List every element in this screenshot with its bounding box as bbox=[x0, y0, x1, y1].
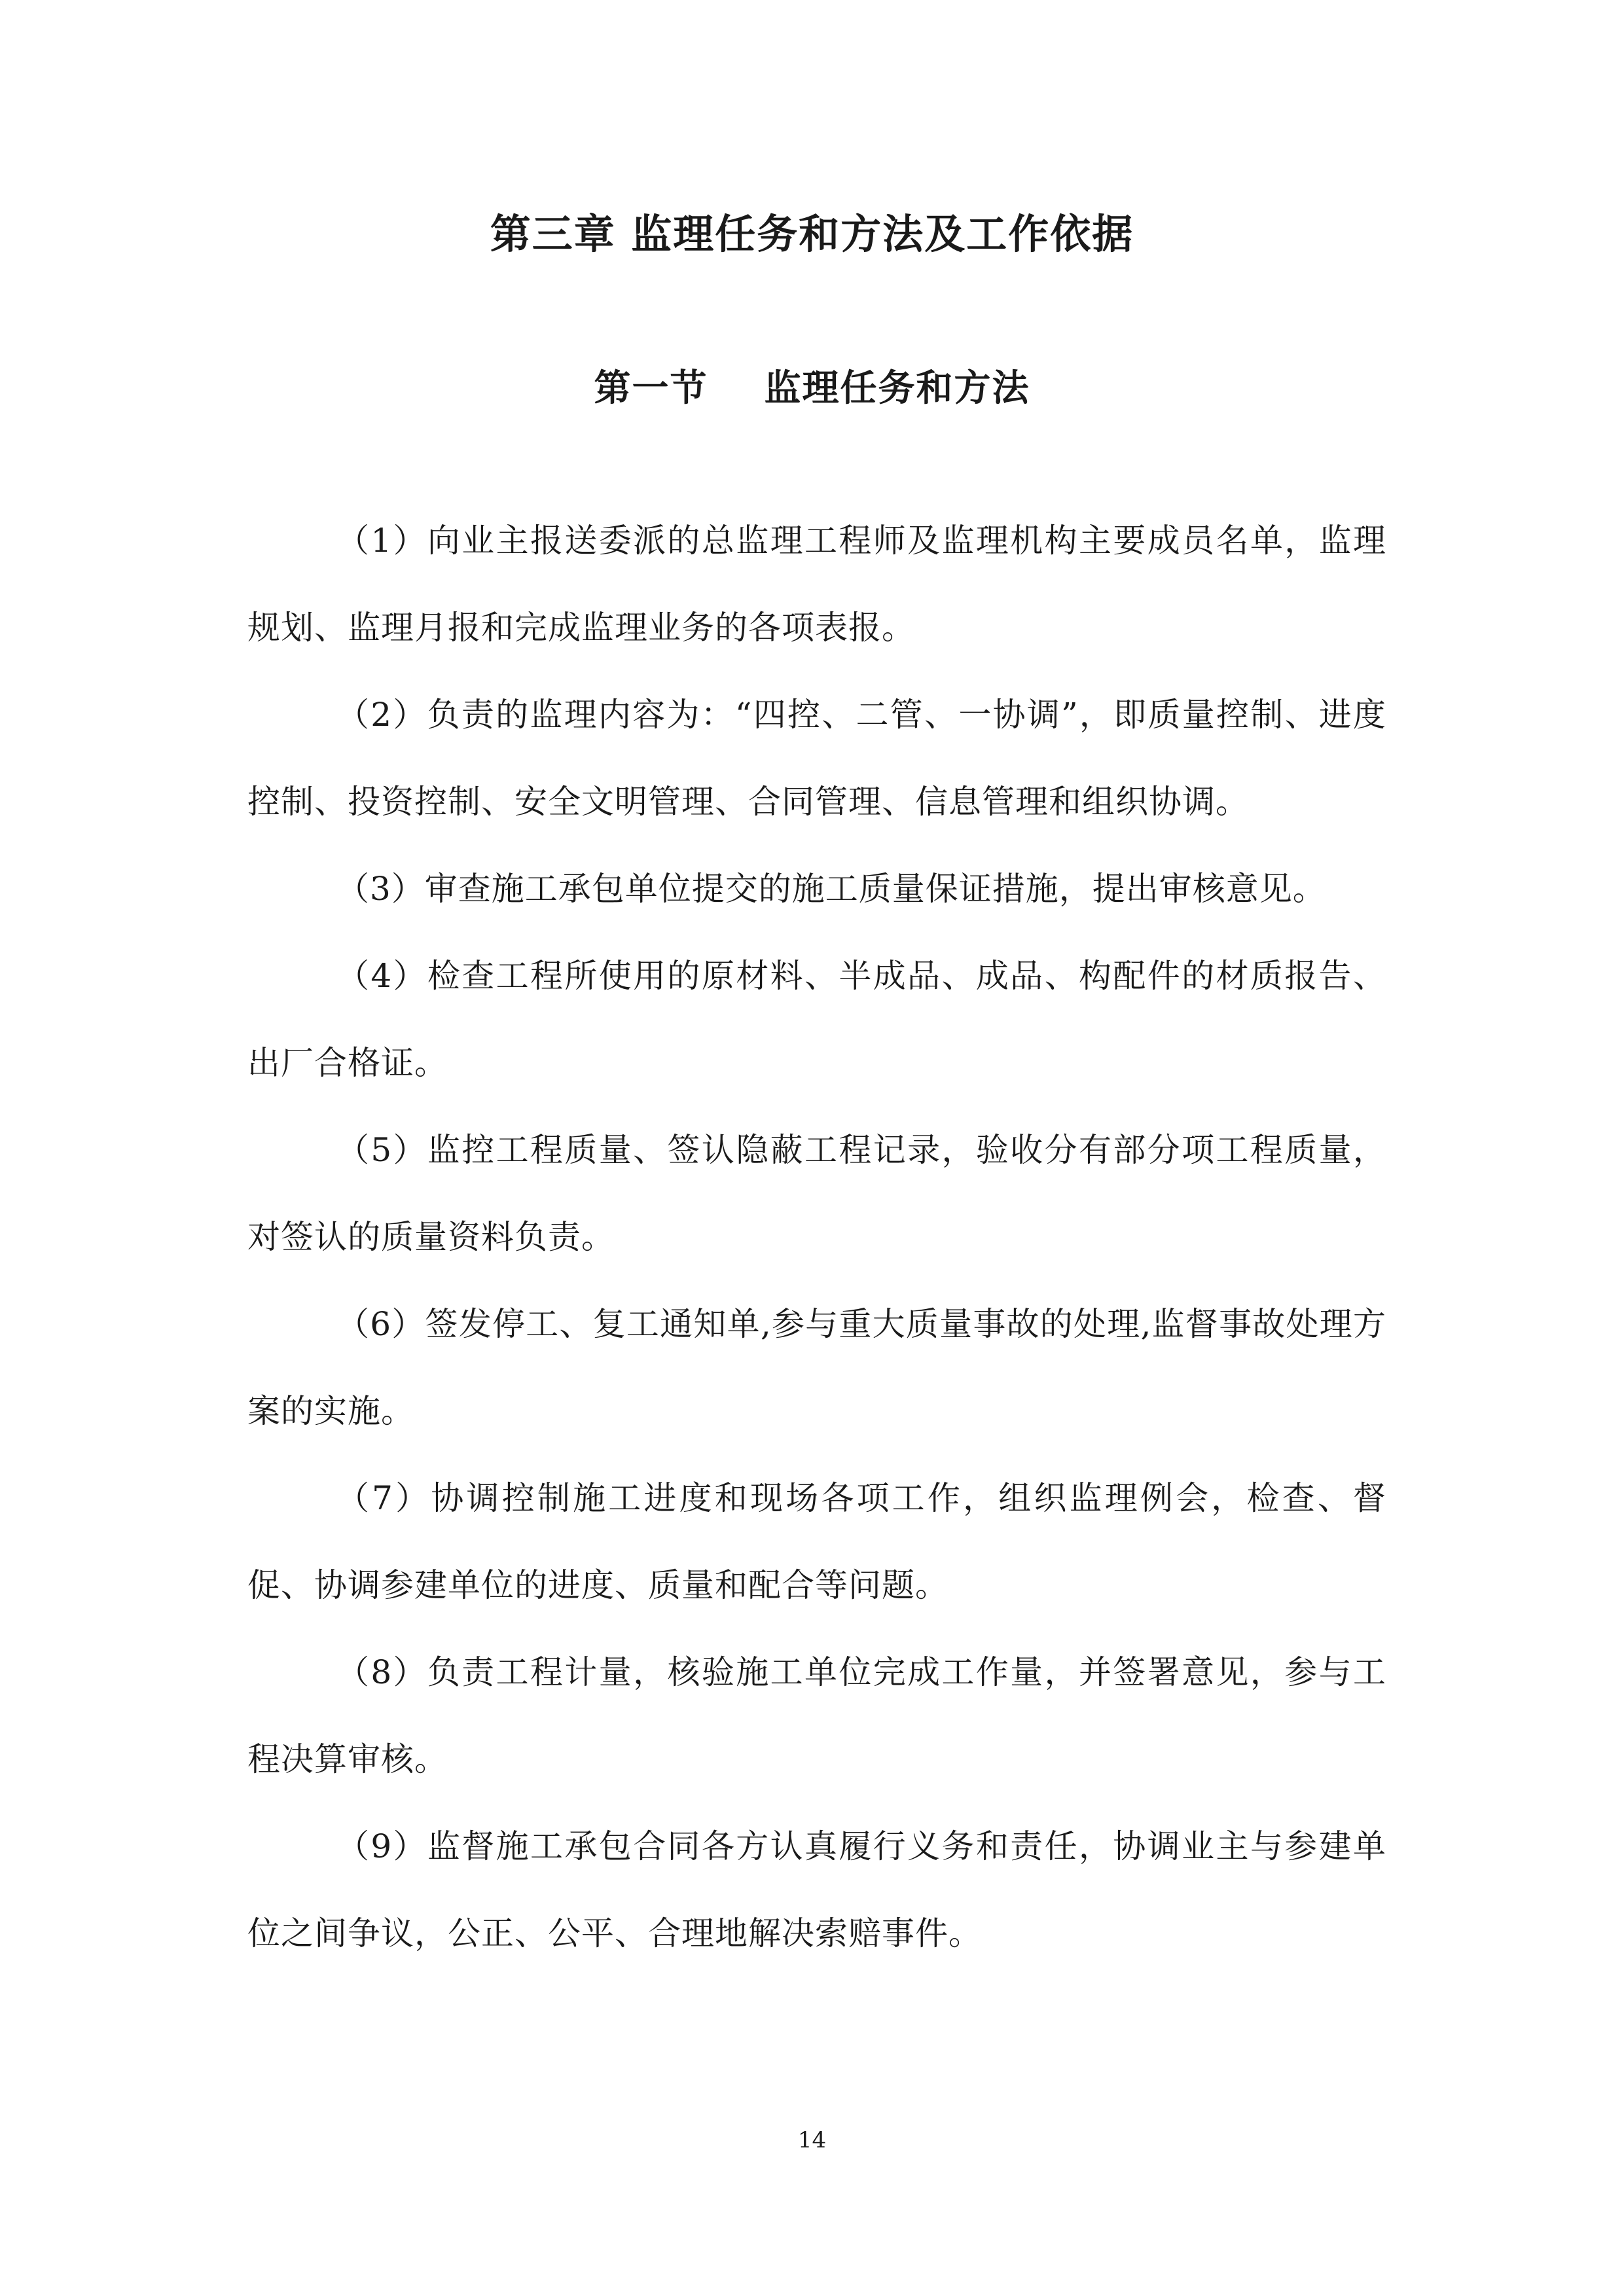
body-text bbox=[247, 497, 1386, 1977]
paragraph-1: （1）向业主报送委派的总监理工程师及监理机构主要成员名单，监理规划、监理月报和完成监理业务的各项表报。 bbox=[247, 522, 1386, 647]
paragraph-5: （5）监控工程质量、签认隐蔽工程记录，验收分有部分项工程质量，对签认的质量资料负责。 bbox=[247, 1131, 1386, 1256]
chapter-title: 第三章 监理任务和方法及工作依据 bbox=[490, 210, 1134, 258]
section-title: 第一节 监理任务和方法 bbox=[594, 367, 1030, 410]
paragraph-3: （3）审查施工承包单位提交的施工质量保证措施，提出审核意见。 bbox=[336, 870, 1326, 908]
paragraph-6: （6）签发停工、复工通知单,参与重大质量事故的处理,监督事故处理方案的实施。 bbox=[247, 1305, 1386, 1430]
page-number: 14 bbox=[797, 2127, 827, 2153]
paragraph-8: （8）负责工程计量，核验施工单位完成工作量，并签署意见，参与工程决算审核。 bbox=[247, 1653, 1386, 1778]
paragraph-7: （7）协调控制施工进度和现场各项工作，组织监理例会，检查、督促、协调参建单位的进度、质量和配合等问题。 bbox=[247, 1479, 1386, 1604]
paragraph-9: （9）监督施工承包合同各方认真履行义务和责任，协调业主与参建单位之间争议，公正、公平、合理地解决索赔事件。 bbox=[247, 1827, 1386, 1952]
paragraph-4: （4）检查工程所使用的原材料、半成品、成品、构配件的材质报告、出厂合格证。 bbox=[247, 957, 1386, 1082]
paragraph-2: （2）负责的监理内容为：“四控、二管、一协调”，即质量控制、进度控制、投资控制、安全文明管理、合同管理、信息管理和组织协调。 bbox=[247, 696, 1386, 821]
